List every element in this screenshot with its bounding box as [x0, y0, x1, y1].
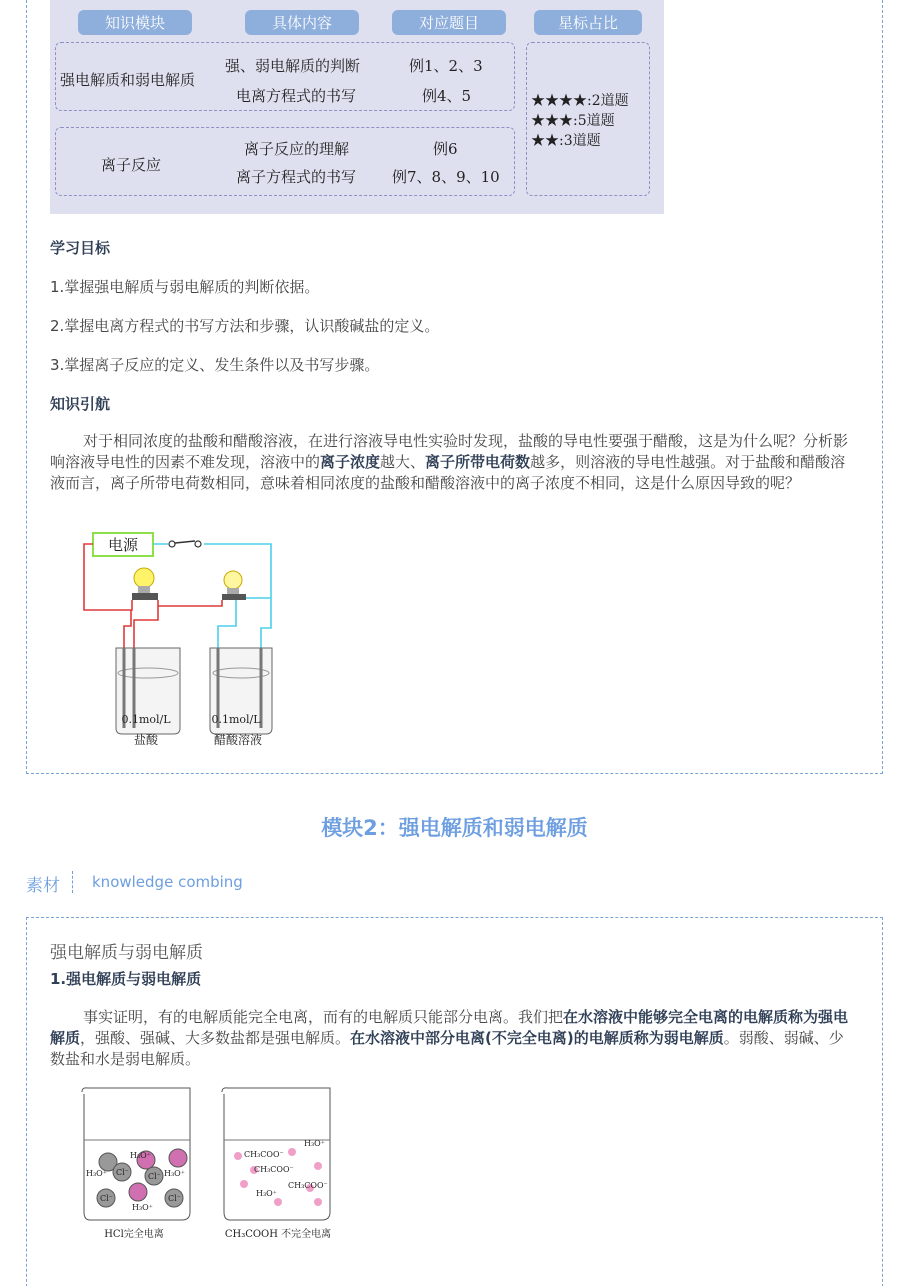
module-ionic-reaction: 离子反应 [101, 156, 162, 174]
caption-acetic: CH₃COOH 不完全电离 [224, 1229, 332, 1240]
ion-label: H₃O⁺ [256, 1189, 277, 1198]
concentration-label: 0.1mol/L [121, 713, 171, 726]
section-paragraph [50, 1007, 854, 1070]
ion-label: CH₃COO⁻ [288, 1181, 328, 1190]
switch-terminal [195, 541, 201, 547]
section-subtitle: 强电解质与弱电解质 [50, 943, 203, 963]
ionization-beakers-figure [78, 1084, 340, 1244]
text-run: 对于相同浓度的盐酸和醋酸溶液，在进行溶液导电性实验时发现，盐酸的导电性要强于醋酸，这是为什么呢？分析影响溶液导电性的因素不难发现，溶液中的 [50, 432, 849, 471]
ion-label: Cl⁻ [116, 1168, 129, 1177]
bold-definition: 在水溶液中能够完全电离的电解质称为强电解质 [50, 1008, 849, 1047]
content-row: 离子反应的理解 [244, 140, 350, 158]
beaker-hcl [116, 648, 180, 734]
text-run: 越大、 [380, 453, 426, 471]
star-line-2: ★★:3道题 [531, 133, 601, 149]
ion-label: Cl⁻ [168, 1194, 181, 1203]
text-run: ，强酸、强碱、大多数盐都是强电解质。 [80, 1029, 351, 1047]
guide-paragraph [50, 431, 854, 494]
bulb-icon [132, 568, 158, 600]
content-row: 离子方程式的书写 [236, 168, 357, 186]
ion-label: CH₃COO⁻ [244, 1150, 284, 1159]
ion-label: H₃O⁺ [132, 1203, 153, 1212]
header-stars: 星标占比 [534, 10, 642, 35]
section-tag-en: knowledge combing [92, 873, 243, 891]
bulb-icon [222, 571, 246, 600]
text-run: 。弱酸、弱碱、少数盐和水是弱电解质。 [50, 1029, 844, 1068]
section-heading: 1.强电解质与弱电解质 [50, 970, 202, 988]
star-line-3: ★★★:5道题 [531, 113, 615, 129]
concentration-label: 0.1mol/L [211, 713, 261, 726]
conductivity-circuit-figure [76, 528, 282, 750]
ion-label: Cl⁻ [100, 1194, 113, 1203]
examples-row: 例7、8、9、10 [392, 168, 500, 186]
ion-label: H₃O⁺ [86, 1169, 107, 1178]
text-run: 越多，则溶液的导电性越强。对于盐酸和醋酸溶液而言，离子所带电荷数相同，意味着相同浓度的盐酸和醋酸溶液中的离子浓度不相同，这是什么原因导致的呢？ [50, 453, 846, 492]
content-row: 强、弱电解质的判断 [225, 57, 361, 75]
star-line-4: ★★★★:2道题 [531, 93, 629, 109]
tag-separator [72, 871, 73, 893]
knowledge-overview-table [50, 0, 664, 214]
goal-item-2: 2.掌握电离方程式的书写方法和步骤，认识酸碱盐的定义。 [50, 317, 440, 335]
goal-item-1: 1.掌握强电解质与弱电解质的判断依据。 [50, 278, 320, 296]
bold-term: 离子浓度 [320, 453, 381, 471]
text-run: 事实证明，有的电解质能完全电离，而有的电解质只能部分电离。我们把 [83, 1008, 564, 1026]
beaker-acetic [210, 648, 272, 734]
ion-label: H₃O⁺ [164, 1169, 185, 1178]
module-title: 模块2：强电解质和弱电解质 [321, 816, 588, 840]
ion-label: H₃O⁺ [304, 1139, 325, 1148]
guide-heading: 知识引航 [50, 395, 111, 413]
examples-row: 例4、5 [422, 87, 472, 105]
goal-item-3: 3.掌握离子反应的定义、发生条件以及书写步骤。 [50, 356, 380, 374]
ion-label: H₃O⁺ [130, 1151, 151, 1160]
beaker-label-hcl: 盐酸 [133, 733, 159, 747]
power-label: 电源 [107, 536, 139, 554]
examples-row: 例1、2、3 [409, 57, 483, 75]
module-strong-weak: 强电解质和弱电解质 [60, 71, 196, 89]
section-tag: 素材 [26, 876, 60, 896]
header-module: 知识模块 [78, 10, 192, 35]
beaker-label-acetic: 醋酸溶液 [213, 733, 263, 747]
goals-heading: 学习目标 [50, 239, 111, 257]
switch-terminal [169, 541, 175, 547]
ion-label: CH₃COO⁻ [254, 1165, 294, 1174]
caption-hcl: HCl完全电离 [104, 1229, 164, 1240]
beaker-acetic-ionization [222, 1088, 330, 1220]
ion-label: Cl⁻ [148, 1172, 161, 1181]
bold-definition: 在水溶液中部分电离(不完全电离)的电解质称为弱电解质 [350, 1029, 724, 1047]
bold-term: 离子所带电荷数 [425, 453, 531, 471]
examples-row: 例6 [433, 140, 458, 158]
header-examples: 对应题目 [392, 10, 506, 35]
header-content: 具体内容 [245, 10, 359, 35]
content-row: 电离方程式的书写 [236, 87, 357, 105]
beaker-hcl-ionization [82, 1088, 190, 1220]
